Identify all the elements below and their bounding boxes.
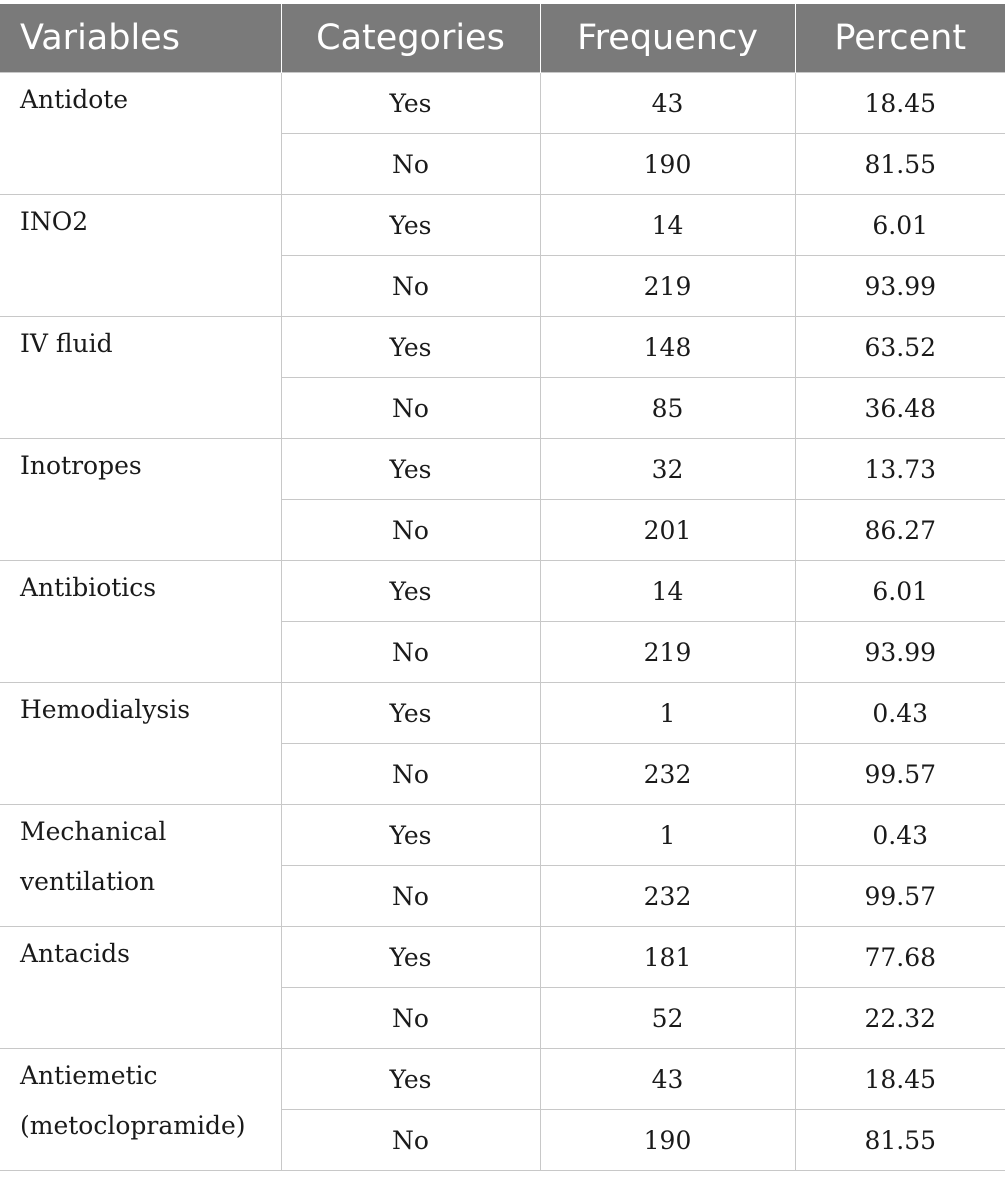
percent-cell: 93.99 <box>795 622 1005 683</box>
variable-cell <box>0 683 281 805</box>
category-cell: No <box>281 988 540 1049</box>
percent-cell: 99.57 <box>795 866 1005 927</box>
variable-cell <box>0 927 281 1049</box>
table-row <box>0 439 1005 500</box>
percent-cell: 18.45 <box>795 1049 1005 1110</box>
category-cell: No <box>281 256 540 317</box>
table-row <box>0 927 1005 988</box>
category-cell: No <box>281 866 540 927</box>
percent-cell: 93.99 <box>795 256 1005 317</box>
percent-cell: 86.27 <box>795 500 1005 561</box>
header-variables: Variables <box>0 4 281 73</box>
frequency-cell: 232 <box>540 866 795 927</box>
percent-cell: 0.43 <box>795 805 1005 866</box>
category-cell: Yes <box>281 73 540 134</box>
frequency-cell: 190 <box>540 1110 795 1171</box>
variable-label: Antibiotics <box>20 573 157 602</box>
frequency-cell: 201 <box>540 500 795 561</box>
category-cell: No <box>281 134 540 195</box>
header-categories: Categories <box>281 4 540 73</box>
variable-cell <box>0 805 281 927</box>
percent-cell: 36.48 <box>795 378 1005 439</box>
category-cell: No <box>281 500 540 561</box>
percent-cell: 81.55 <box>795 134 1005 195</box>
percent-cell: 81.55 <box>795 1110 1005 1171</box>
frequency-cell: 32 <box>540 439 795 500</box>
percent-cell: 18.45 <box>795 73 1005 134</box>
frequency-cell: 148 <box>540 317 795 378</box>
variable-cell <box>0 317 281 439</box>
variable-cell <box>0 195 281 317</box>
category-cell: Yes <box>281 927 540 988</box>
variable-label: Antidote <box>20 85 129 114</box>
category-cell: No <box>281 1110 540 1171</box>
category-cell: No <box>281 378 540 439</box>
percent-cell: 99.57 <box>795 744 1005 805</box>
category-cell: Yes <box>281 683 540 744</box>
frequency-cell: 43 <box>540 1049 795 1110</box>
percent-cell: 13.73 <box>795 439 1005 500</box>
frequency-cell: 14 <box>540 561 795 622</box>
header-row <box>0 4 1005 73</box>
variable-cell <box>0 439 281 561</box>
category-cell: No <box>281 744 540 805</box>
frequency-cell: 85 <box>540 378 795 439</box>
frequency-cell: 181 <box>540 927 795 988</box>
table-body <box>0 73 1005 1171</box>
frequency-cell: 190 <box>540 134 795 195</box>
table-row <box>0 1049 1005 1110</box>
variable-label: Inotropes <box>20 451 142 480</box>
category-cell: No <box>281 622 540 683</box>
percent-cell: 63.52 <box>795 317 1005 378</box>
percent-cell: 0.43 <box>795 683 1005 744</box>
variable-label: Antacids <box>20 939 130 968</box>
percent-cell: 22.32 <box>795 988 1005 1049</box>
frequency-cell: 52 <box>540 988 795 1049</box>
table-row <box>0 561 1005 622</box>
table-row <box>0 195 1005 256</box>
table-row <box>0 683 1005 744</box>
variable-cell <box>0 73 281 195</box>
frequency-cell: 219 <box>540 622 795 683</box>
table-row <box>0 805 1005 866</box>
percent-cell: 6.01 <box>795 561 1005 622</box>
variable-label: Hemodialysis <box>20 695 191 724</box>
percent-cell: 6.01 <box>795 195 1005 256</box>
frequency-cell: 219 <box>540 256 795 317</box>
category-cell: Yes <box>281 561 540 622</box>
frequency-table <box>0 4 1005 1171</box>
variable-label: Antiemetic (metoclopramide) <box>20 1061 246 1140</box>
frequency-cell: 43 <box>540 73 795 134</box>
variable-label: Mechanical ventilation <box>20 817 167 896</box>
category-cell: Yes <box>281 439 540 500</box>
category-cell: Yes <box>281 317 540 378</box>
variable-cell <box>0 561 281 683</box>
header-frequency: Frequency <box>540 4 795 73</box>
percent-cell: 77.68 <box>795 927 1005 988</box>
category-cell: Yes <box>281 1049 540 1110</box>
frequency-cell: 1 <box>540 683 795 744</box>
category-cell: Yes <box>281 195 540 256</box>
table-row <box>0 73 1005 134</box>
variable-cell <box>0 1049 281 1171</box>
category-cell: Yes <box>281 805 540 866</box>
variable-label: IV fluid <box>20 329 113 358</box>
table-row <box>0 317 1005 378</box>
frequency-cell: 1 <box>540 805 795 866</box>
frequency-cell: 232 <box>540 744 795 805</box>
variable-label: INO2 <box>20 207 89 236</box>
header-percent: Percent <box>795 4 1005 73</box>
frequency-cell: 14 <box>540 195 795 256</box>
